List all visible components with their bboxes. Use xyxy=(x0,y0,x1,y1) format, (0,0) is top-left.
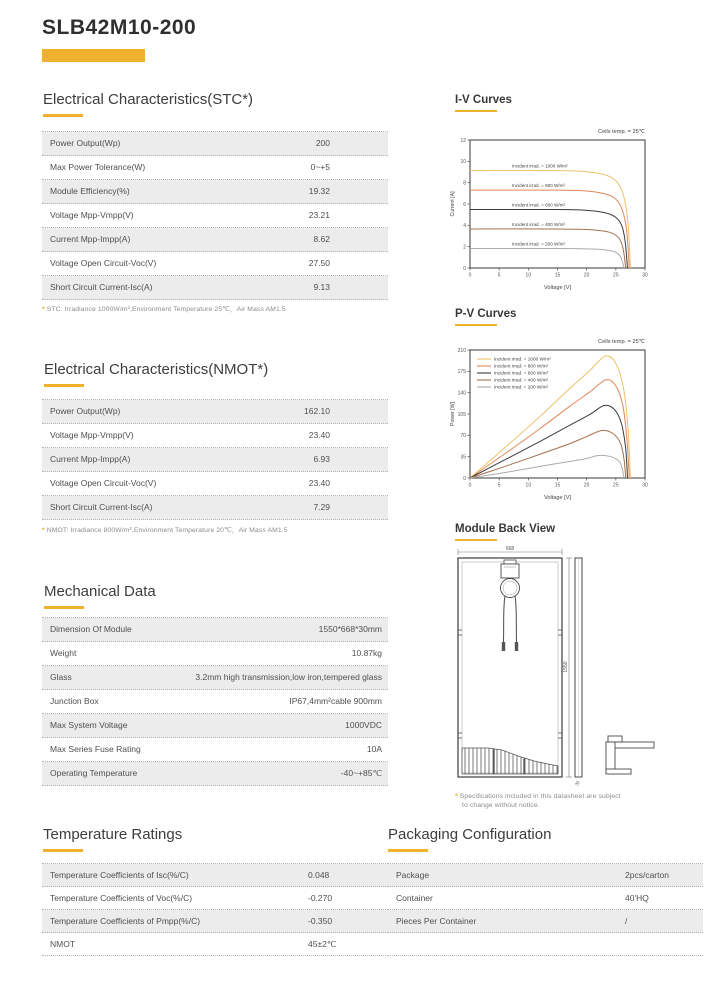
row-value: 7.29 xyxy=(313,502,330,512)
table-row xyxy=(42,400,388,424)
y-tick-label: 210 xyxy=(457,347,466,354)
table-row xyxy=(42,424,388,448)
table-row xyxy=(42,864,388,887)
x-tick-label: 15 xyxy=(554,272,561,279)
table-row xyxy=(42,448,388,472)
packaging-heading-underline xyxy=(388,849,428,852)
table-row xyxy=(388,864,703,887)
table-row xyxy=(42,618,388,642)
table-row xyxy=(42,666,388,690)
backview-footnote: * Specifications included in this datasheet are subject to change without notice. xyxy=(455,793,621,809)
row-label: Voltage Open Circuit-Voc(V) xyxy=(50,258,157,268)
table-row xyxy=(42,642,388,666)
table-row xyxy=(42,472,388,496)
data-curve xyxy=(470,405,628,478)
row-label: Module Efficiency(%) xyxy=(50,186,130,196)
row-value: 10A xyxy=(366,744,382,754)
y-tick-label: 8 xyxy=(463,180,466,187)
row-value: 23.21 xyxy=(308,210,330,220)
row-label: Max System Voltage xyxy=(50,720,128,730)
table-row xyxy=(42,933,388,956)
temperature-heading-underline xyxy=(43,849,83,852)
row-value: 3.2mm high transmission,low iron,tempered glass xyxy=(195,672,382,682)
row-value: 200 xyxy=(315,138,330,148)
row-label: Current Mpp-Impp(A) xyxy=(50,234,131,244)
curve-label: Incident irrad. = 600 W/m² xyxy=(512,202,565,208)
pv-curves-heading: P-V Curves xyxy=(455,308,517,320)
row-value: -0.350 xyxy=(308,916,333,926)
pv-heading-underline xyxy=(455,324,497,326)
curve-label: Incident irrad. = 1000 W/m² xyxy=(512,163,568,169)
dim-width-label: 668 xyxy=(505,546,515,552)
footnote-asterisk: * xyxy=(42,306,47,313)
table-row xyxy=(42,228,388,252)
frame-clip xyxy=(608,736,622,742)
temperature-heading: Temperature Ratings xyxy=(43,826,183,843)
y-tick-label: 2 xyxy=(463,244,466,251)
table-row xyxy=(42,762,388,786)
page-title: SLB42M10-200 xyxy=(42,16,197,39)
row-label: Power Output(Wp) xyxy=(50,138,121,148)
table-row xyxy=(42,910,388,933)
frame-foot xyxy=(606,769,631,774)
row-value: 0~+5 xyxy=(310,162,330,172)
x-tick-label: 5 xyxy=(497,482,501,489)
row-value: 6.93 xyxy=(313,454,330,464)
table-row xyxy=(42,496,388,520)
packaging-heading: Packaging Configuration xyxy=(388,826,552,843)
nmot-table xyxy=(42,399,388,520)
y-tick-label: 6 xyxy=(463,201,466,208)
table-row xyxy=(42,738,388,762)
y-tick-label: 175 xyxy=(457,369,466,376)
packaging-table xyxy=(388,863,703,956)
row-label: Voltage Mpp-Vmpp(V) xyxy=(50,210,134,220)
x-tick-label: 10 xyxy=(525,482,532,489)
dim-depth-label: 30 xyxy=(574,779,581,787)
pv-curves-chart xyxy=(448,330,700,506)
nmot-heading-underline xyxy=(44,384,84,387)
row-value: 23.40 xyxy=(308,430,330,440)
row-label: Weight xyxy=(50,648,77,658)
row-value: 8.62 xyxy=(313,234,330,244)
cable-coil xyxy=(501,579,520,598)
table-row xyxy=(42,132,388,156)
row-value: 45±2℃ xyxy=(308,939,337,949)
y-tick-label: 70 xyxy=(460,433,466,440)
y-tick-label: 4 xyxy=(463,223,466,230)
row-value: 1000VDC xyxy=(345,720,382,730)
row-value: 2pcs/carton xyxy=(625,870,669,880)
chart-annotation: Cells temp. = 25℃ xyxy=(598,339,645,345)
iv-curves-heading: I-V Curves xyxy=(455,94,512,106)
title-accent-bar xyxy=(42,49,145,62)
table-row xyxy=(42,180,388,204)
nmot-heading: Electrical Characteristics(NMOT*) xyxy=(44,361,269,378)
row-value: 40'HQ xyxy=(625,893,649,903)
x-tick-label: 20 xyxy=(583,482,590,489)
row-label: Junction Box xyxy=(50,696,99,706)
curve-label: Incident irrad. = 200 W/m² xyxy=(512,241,565,247)
mechanical-table xyxy=(42,617,388,786)
legend-label: Incident irrad. = 400 W/m² xyxy=(494,377,549,383)
stc-heading: Electrical Characteristics(STC*) xyxy=(43,91,254,108)
x-axis-label: Voltage [V] xyxy=(543,495,572,501)
y-tick-label: 140 xyxy=(457,390,466,397)
row-value: 162.10 xyxy=(304,406,330,416)
row-label: Package xyxy=(396,870,430,880)
row-value: / xyxy=(625,916,628,926)
row-value: 9.13 xyxy=(313,282,330,292)
table-row xyxy=(388,910,703,933)
curve-label: Incident irrad. = 400 W/m² xyxy=(512,221,565,227)
table-row-empty xyxy=(388,933,703,956)
data-curve xyxy=(470,210,628,268)
nmot-footnote: * NMOT: Irradiance 800W/m²,Environment Temperature 20℃，Air Mass AM1.5 xyxy=(42,527,288,534)
temperature-table xyxy=(42,863,388,956)
data-curve xyxy=(470,377,629,478)
row-label: Power Output(Wp) xyxy=(50,406,121,416)
iv-heading-underline xyxy=(455,110,497,112)
row-label: Voltage Mpp-Vmpp(V) xyxy=(50,430,134,440)
junction-box-top xyxy=(504,560,516,564)
y-tick-label: 0 xyxy=(463,265,466,272)
row-label: Container xyxy=(396,893,433,903)
row-label: NMOT xyxy=(50,939,76,949)
row-value: IP67,4mm²cable 900mm xyxy=(289,696,382,706)
row-value: -0.270 xyxy=(308,893,333,903)
x-tick-label: 25 xyxy=(613,482,619,489)
dim-height-label: 1550 xyxy=(563,661,569,673)
data-curve xyxy=(470,248,624,268)
y-tick-label: 10 xyxy=(460,159,466,166)
table-row xyxy=(388,887,703,910)
backview-heading: Module Back View xyxy=(455,523,556,535)
table-row xyxy=(42,690,388,714)
row-label: Glass xyxy=(50,672,72,682)
row-label: Max Series Fuse Rating xyxy=(50,744,141,754)
curve-label: Incident irrad. = 800 W/m² xyxy=(512,183,565,189)
row-label: Temperature Coefficients of Voc(%/C) xyxy=(50,893,193,903)
row-value: 19.32 xyxy=(308,186,330,196)
mechanical-heading-underline xyxy=(44,606,84,609)
y-tick-label: 12 xyxy=(460,137,466,144)
iv-curves-chart xyxy=(448,120,700,296)
row-label: Temperature Coefficients of Pmpp(%/C) xyxy=(50,916,201,926)
table-row xyxy=(42,252,388,276)
x-tick-label: 0 xyxy=(468,272,472,279)
chart-annotation: Cells temp. = 25℃ xyxy=(598,129,645,135)
y-axis-label: Power [W] xyxy=(450,402,456,426)
stc-heading-underline xyxy=(43,114,83,117)
x-tick-label: 5 xyxy=(497,272,501,279)
row-value: 1550*668*30mm xyxy=(318,624,382,634)
row-label: Short Circuit Current-Isc(A) xyxy=(50,282,153,292)
y-axis-label: Current [A] xyxy=(450,191,456,217)
row-label: Short Circuit Current-Isc(A) xyxy=(50,502,153,512)
row-value: 0.048 xyxy=(308,870,330,880)
table-row xyxy=(42,204,388,228)
row-label: Max Power Tolerance(W) xyxy=(50,162,146,172)
row-label: Temperature Coefficients of Isc(%/C) xyxy=(50,870,189,880)
x-tick-label: 0 xyxy=(468,482,472,489)
row-value: -40~+85℃ xyxy=(340,768,382,778)
x-axis-label: Voltage [V] xyxy=(543,285,572,291)
footnote-asterisk: * xyxy=(42,527,47,534)
row-label: Current Mpp-Impp(A) xyxy=(50,454,131,464)
y-tick-label: 105 xyxy=(457,411,466,418)
table-row xyxy=(42,887,388,910)
table-row xyxy=(42,276,388,300)
row-value: 23.40 xyxy=(308,478,330,488)
row-label: Pieces Per Container xyxy=(396,916,477,926)
y-tick-label: 0 xyxy=(463,475,466,482)
x-tick-label: 20 xyxy=(583,272,590,279)
x-tick-label: 10 xyxy=(525,272,532,279)
legend-label: Incident irrad. = 200 W/m² xyxy=(494,384,549,390)
x-tick-label: 25 xyxy=(613,272,619,279)
table-row xyxy=(42,714,388,738)
connector-right xyxy=(515,642,518,651)
mechanical-heading: Mechanical Data xyxy=(44,583,156,600)
x-tick-label: 30 xyxy=(642,482,648,489)
y-tick-label: 35 xyxy=(460,454,466,461)
legend-label: Incident irrad. = 800 W/m² xyxy=(494,363,549,369)
row-label: Voltage Open Circuit-Voc(V) xyxy=(50,478,157,488)
stc-footnote: * STC: Irradiance 1000W/m²,Environment Temperature 25℃，Air Mass AM1.5 xyxy=(42,306,286,313)
table-row xyxy=(42,156,388,180)
row-value: 27.50 xyxy=(308,258,330,268)
legend-label: Incident irrad. = 600 W/m² xyxy=(494,370,549,376)
row-value: 10.87kg xyxy=(351,648,382,658)
x-tick-label: 30 xyxy=(642,272,648,279)
legend-label: Incident irrad. = 1000 W/m² xyxy=(494,356,551,362)
x-tick-label: 15 xyxy=(554,482,561,489)
backview-heading-underline xyxy=(455,539,497,541)
stc-table xyxy=(42,131,388,300)
junction-box xyxy=(501,564,519,578)
connector-left xyxy=(502,642,505,651)
module-back-view-drawing xyxy=(448,545,700,787)
row-label: Operating Temperature xyxy=(50,768,138,778)
data-curve xyxy=(470,455,624,478)
footnote-asterisk: * xyxy=(455,793,460,800)
row-label: Dimension Of Module xyxy=(50,624,132,634)
frame-web xyxy=(606,742,615,773)
